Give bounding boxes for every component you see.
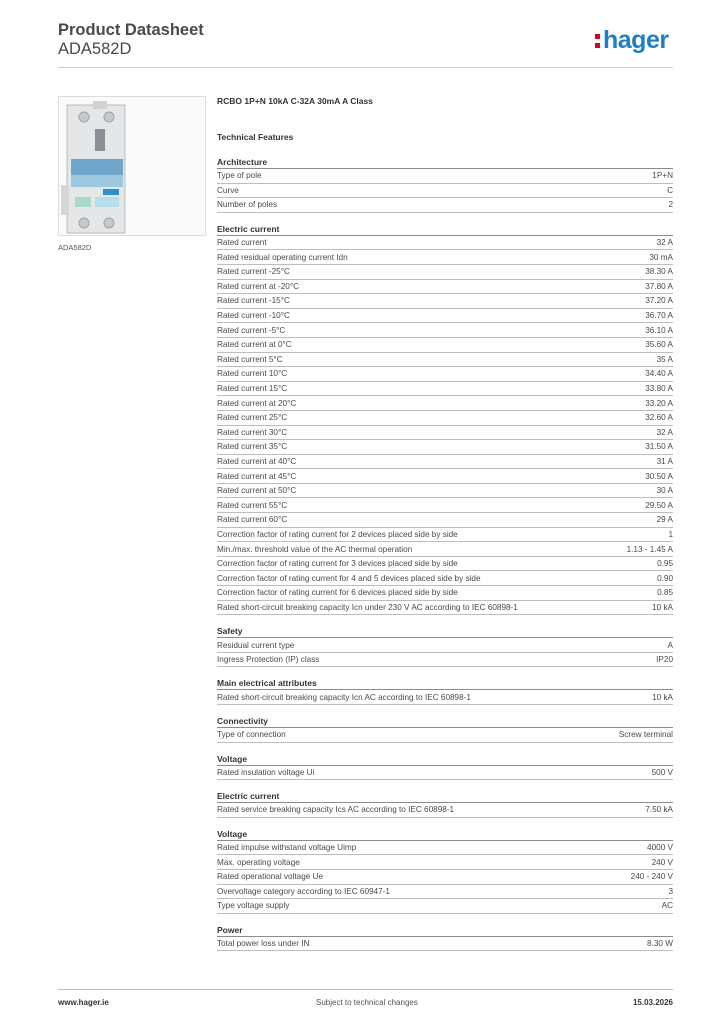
logo-dot-icon: [595, 43, 600, 48]
spec-value: 3: [668, 886, 673, 896]
footer-note: Subject to technical changes: [316, 998, 418, 1007]
spec-value: 34.40 A: [645, 369, 673, 379]
image-caption: ADA582D: [58, 243, 92, 252]
section-title: Voltage: [217, 753, 673, 766]
spec-label: Min./max. threshold value of the AC thermal operation: [217, 544, 413, 554]
spec-row: [217, 198, 673, 213]
spec-row: [217, 294, 673, 309]
spec-row: [217, 382, 673, 397]
features-title: Technical Features: [217, 132, 294, 142]
spec-value: 36.70 A: [645, 311, 673, 321]
spec-value: 7.50 kA: [645, 805, 673, 815]
section: [217, 828, 673, 914]
spec-label: Rated current 5°C: [217, 354, 283, 364]
spec-row: [217, 638, 673, 653]
section-title: Electric current: [217, 223, 673, 236]
spec-label: Rated current 60°C: [217, 515, 288, 525]
spec-row: [217, 280, 673, 295]
spec-row: [217, 937, 673, 952]
section: [217, 223, 673, 615]
spec-row: [217, 367, 673, 382]
spec-value: 30 A: [656, 486, 673, 496]
spec-value: 30 mA: [649, 252, 673, 262]
spec-label: Rated insulation voltage Ui: [217, 767, 315, 777]
spec-value: 37.20 A: [645, 296, 673, 306]
spec-row: [217, 690, 673, 705]
spec-label: Rated current 55°C: [217, 500, 288, 510]
spec-value: 35 A: [656, 354, 673, 364]
spec-value: 10 kA: [652, 602, 673, 612]
spec-label: Rated current at 0°C: [217, 340, 292, 350]
spec-row: [217, 250, 673, 265]
spec-label: Rated current -15°C: [217, 296, 290, 306]
spec-value: 1.13 - 1.45 A: [626, 544, 673, 554]
product-description: RCBO 1P+N 10kA C-32A 30mA A Class: [217, 96, 373, 106]
spec-value: 32 A: [656, 427, 673, 437]
spec-label: Type voltage supply: [217, 901, 290, 911]
spec-row: [217, 309, 673, 324]
spec-row: [217, 766, 673, 781]
spec-row: [217, 885, 673, 900]
spec-row: [217, 528, 673, 543]
product-image: [58, 96, 206, 236]
spec-value: 32 A: [656, 238, 673, 248]
spec-row: [217, 353, 673, 368]
spec-label: Rated current 30°C: [217, 427, 288, 437]
spec-label: Correction factor of rating current for 4 and 5 devices placed side by side: [217, 573, 481, 583]
footer-url: www.hager.ie: [58, 998, 109, 1007]
spec-label: Type of connection: [217, 730, 286, 740]
section: [217, 625, 673, 667]
spec-value: 37.80 A: [645, 281, 673, 291]
spec-label: Type of pole: [217, 171, 262, 181]
spec-label: Rated residual operating current Idn: [217, 252, 348, 262]
spec-label: Total power loss under IN: [217, 939, 310, 949]
section: [217, 677, 673, 705]
spec-label: Rated short-circuit breaking capacity Icn AC according to IEC 60898-1: [217, 692, 471, 702]
spec-row: [217, 586, 673, 601]
spec-label: Residual current type: [217, 640, 295, 650]
spec-row: [217, 169, 673, 184]
section-title: Electric current: [217, 790, 673, 803]
spec-label: Max. operating voltage: [217, 857, 300, 867]
spec-label: Rated current: [217, 238, 267, 248]
spec-label: Rated current 35°C: [217, 442, 288, 452]
spec-row: [217, 571, 673, 586]
section-title: Main electrical attributes: [217, 677, 673, 690]
section-title: Architecture: [217, 156, 673, 169]
spec-row: [217, 653, 673, 668]
spec-label: Curve: [217, 185, 239, 195]
spec-label: Number of poles: [217, 200, 278, 210]
spec-row: [217, 184, 673, 199]
spec-value: 1P+N: [652, 171, 673, 181]
header-divider: [58, 67, 673, 68]
spec-value: 29.50 A: [645, 500, 673, 510]
spec-label: Rated impulse withstand voltage Uimp: [217, 843, 357, 853]
spec-value: 8.30 W: [647, 939, 673, 949]
spec-label: Correction factor of rating current for 6 devices placed side by side: [217, 588, 458, 598]
spec-row: [217, 728, 673, 743]
spec-value: 31.50 A: [645, 442, 673, 452]
page-title: Product Datasheet: [58, 21, 204, 39]
feature-sections: [217, 156, 673, 951]
spec-row: [217, 469, 673, 484]
spec-row: [217, 870, 673, 885]
spec-label: Rated operational voltage Ue: [217, 872, 324, 882]
spec-label: Rated short-circuit breaking capacity Icn under 230 V AC according to IEC 60898-1: [217, 602, 518, 612]
section-title: Voltage: [217, 828, 673, 841]
spec-label: Rated current at 50°C: [217, 486, 297, 496]
spec-label: Correction factor of rating current for 2 devices placed side by side: [217, 529, 458, 539]
spec-value: 31 A: [656, 456, 673, 466]
spec-label: Rated current at 40°C: [217, 456, 297, 466]
rcbo-device-illustration: [59, 97, 205, 235]
spec-row: [217, 411, 673, 426]
spec-value: C: [667, 185, 673, 195]
section: [217, 715, 673, 743]
spec-value: 38.30 A: [645, 267, 673, 277]
spec-row: [217, 899, 673, 914]
spec-row: [217, 323, 673, 338]
spec-label: Ingress Protection (IP) class: [217, 655, 320, 665]
section: [217, 924, 673, 952]
spec-row: [217, 513, 673, 528]
spec-label: Rated current at 45°C: [217, 471, 297, 481]
section: [217, 156, 673, 213]
spec-label: Correction factor of rating current for 3 devices placed side by side: [217, 559, 458, 569]
spec-value: 500 V: [651, 767, 673, 777]
section-title: Safety: [217, 625, 673, 638]
spec-value: 1: [668, 529, 673, 539]
spec-value: 2: [668, 200, 673, 210]
section-title: Power: [217, 924, 673, 937]
spec-label: Rated current -25°C: [217, 267, 290, 277]
spec-value: IP20: [656, 655, 673, 665]
section: [217, 790, 673, 818]
hager-logo: [594, 27, 674, 57]
spec-value: 30.50 A: [645, 471, 673, 481]
spec-value: 10 kA: [652, 692, 673, 702]
spec-row: [217, 440, 673, 455]
spec-row: [217, 236, 673, 251]
spec-row: [217, 855, 673, 870]
spec-row: [217, 841, 673, 856]
spec-value: 240 V: [651, 857, 673, 867]
spec-label: Rated current at -20°C: [217, 281, 300, 291]
section-title: Connectivity: [217, 715, 673, 728]
spec-label: Rated current 10°C: [217, 369, 288, 379]
spec-value: 4000 V: [647, 843, 673, 853]
spec-value: AC: [661, 901, 673, 911]
spec-row: [217, 396, 673, 411]
spec-value: 36.10 A: [645, 325, 673, 335]
spec-row: [217, 557, 673, 572]
spec-value: 35.60 A: [645, 340, 673, 350]
spec-label: Rated current -5°C: [217, 325, 286, 335]
spec-label: Rated current 15°C: [217, 384, 288, 394]
spec-value: 0.95: [657, 559, 673, 569]
spec-value: A: [667, 640, 673, 650]
spec-value: 0.85: [657, 588, 673, 598]
technical-content: [217, 96, 673, 951]
spec-value: 33.80 A: [645, 384, 673, 394]
spec-value: 32.60 A: [645, 413, 673, 423]
spec-row: [217, 803, 673, 818]
spec-row: [217, 338, 673, 353]
footer-divider: [58, 989, 673, 990]
logo-dot-icon: [595, 34, 600, 39]
spec-value: 240 - 240 V: [630, 872, 673, 882]
spec-value: Screw terminal: [618, 730, 673, 740]
page-subtitle: ADA582D: [58, 40, 132, 58]
spec-row: [217, 426, 673, 441]
spec-label: Overvoltage category according to IEC 60947-1: [217, 886, 390, 896]
spec-value: 0.90: [657, 573, 673, 583]
spec-row: [217, 498, 673, 513]
spec-row: [217, 265, 673, 280]
spec-label: Rated current -10°C: [217, 311, 290, 321]
spec-row: [217, 601, 673, 616]
spec-value: 29 A: [656, 515, 673, 525]
spec-label: Rated current at 20°C: [217, 398, 297, 408]
logo-wordmark: hager: [603, 26, 669, 54]
spec-row: [217, 484, 673, 499]
spec-row: [217, 455, 673, 470]
section: [217, 753, 673, 781]
spec-value: 33.20 A: [645, 398, 673, 408]
spec-label: Rated service breaking capacity Ics AC according to IEC 60898-1: [217, 805, 455, 815]
spec-label: Rated current 25°C: [217, 413, 288, 423]
spec-row: [217, 542, 673, 557]
footer-date: 15.03.2026: [632, 998, 673, 1007]
